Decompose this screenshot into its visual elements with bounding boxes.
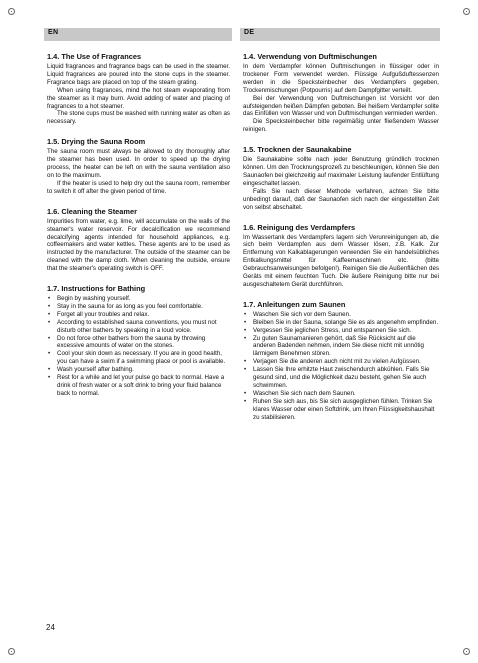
paragraph: If the heater is used to help dry out the sauna room, remember to switch it off after the given period of time. (47, 179, 230, 195)
paragraph: The stone cups must be washed with running water as often as necessary. (47, 110, 231, 126)
paragraph: When using fragrances, mind the hot steam evaporating from the steamer as it may burn. Avoid adding of water and placing of fragrances to a hot steamer. (47, 86, 230, 110)
language-header-en (44, 28, 232, 41)
section-title: 1.5. Trocknen der Saunakabine (243, 145, 352, 155)
registration-mark-top-left (8, 8, 15, 15)
list-item: • Cool your skin down as necessary. If you are in good health, you can have a swim if a swimming place or pool is available. (47, 350, 230, 366)
language-header-de (240, 28, 440, 41)
list-item: • Wash yourself after bathing. (47, 366, 230, 374)
paragraph: Im Wassertank des Verdampfers lagern sich Verunreinigungen ab, die sich beim Verdampfen aus dem Wasser lösen, z.B. Kalk. Zur Entfernung von Kalkablagerungen verwenden Sie ein handelsübliches Entkalkungsmittel für Kaffeemaschinen etc. (bitte Gebrauchsanweisungen befolgen!). Reinigen Sie die Außenflächen des Geräts mit einem feuchten Tuch. Die äußere Reinigung bitte nur bei ausgeschaltetem Gerät durchführen. (243, 233, 439, 288)
paragraph: Impurities from water, e.g. lime, will accumulate on the walls of the steamer's water reservoir. For decalcification we recommend decalcifying agents intended for household appliances, e.g. coffeemakers and water kettles. These agents are to be used as instructed by the manufacturer. The outside of the steamer can be cleaned with the damp cloth. When cleaning the outside, ensure that the steamer's operating switch is OFF. (47, 217, 230, 273)
list-item: • Forget all your troubles and relax. (47, 311, 230, 319)
section-cleaning-en (47, 207, 230, 273)
english-column (47, 52, 230, 409)
list-item: • Stay in the sauna for as long as you feel comfortable. (47, 303, 230, 311)
section-fragrances-en (47, 52, 230, 126)
section-title: 1.4. The Use of Fragrances (47, 52, 142, 61)
list-item: • Ruhen Sie sich aus, bis Sie sich ausgeglichen fühlen. Trinken Sie klares Wasser oder einen Softdrink, um Ihren Flüssigkeitshaushalt zu stabilisieren. (243, 398, 439, 422)
list-item: • Zu guten Saunamanieren gehört, daß Sie Rücksicht auf die anderen Badenden nehmen, indem Sie diese nicht mit unnötig lärmigem Benehmen stören. (243, 335, 439, 359)
registration-mark-top-right (463, 8, 470, 15)
german-column (243, 52, 439, 433)
list-item: • Verjagen Sie die anderen auch nicht mit zu vielen Aufgüssen. (243, 358, 439, 366)
bathing-list-de (243, 311, 439, 422)
list-item: • Bleiben Sie in der Sauna, solange Sie es als angenehm empfinden. (243, 319, 439, 327)
section-fragrances-de (243, 52, 439, 134)
registration-mark-bottom-right (463, 648, 470, 655)
list-item: • Lassen Sie Ihre erhitzte Haut zwischendurch abkühlen. Falls Sie gesund sind, und die Möglichkeit dazu besteht, gehen Sie auch schwimmen. (243, 366, 439, 390)
list-item: • Do not force other bathers from the sauna by throwing excessive amounts of water on the stones. (47, 335, 230, 351)
section-bathing-en (47, 284, 230, 398)
section-drying-de (243, 145, 439, 211)
section-title: 1.4. Verwendung von Duftmischungen (243, 52, 377, 61)
paragraph: Bei der Verwendung von Duftmischungen ist Vorsicht vor den aufsteigenden heißen Dämpfen geboten. Bei heißem Verdampfer sollte das Einfüllen von Wasser und von Duftmischungen vermieden werden. (243, 94, 439, 118)
paragraph: Falls Sie nach dieser Methode verfahren, achten Sie bitte unbedingt darauf, daß der Saunaofen sich nach der eingestellten Zeit von selbst abschaltet. (243, 187, 439, 211)
section-title: 1.7. Anleitungen zum Saunen (243, 299, 346, 309)
section-title: 1.6. Cleaning the Steamer (47, 206, 137, 216)
list-item: • Waschen Sie sich vor dem Saunen. (243, 311, 439, 319)
list-item: • Waschen Sie sich nach dem Saunen. (243, 390, 439, 398)
paragraph: Die Saunakabine sollte nach jeder Benutzung gründlich trocknen können. Um den Trocknungsprozeß zu beschleunigen, können Sie den Saunaofen bei gleichzeitig auf maximaler Leistung laufender Entlüftung eingeschaltet lassen. (243, 156, 439, 187)
language-label-en: EN (48, 29, 59, 36)
list-item: • Rest for a while and let your pulse go back to normal. Have a drink of fresh water or a soft drink to bring your fluid balance back to normal. (47, 374, 230, 398)
section-drying-en (47, 137, 230, 195)
paragraph: Liquid fragrances and fragrance bags can be used in the steamer. Liquid fragrances are poured into the stone cups in the steamer. Fragrance bags are placed on top of the steam grating. (47, 63, 230, 86)
list-item: • Begin by washing yourself. (47, 295, 230, 303)
list-item: • Vergessen Sie jeglichen Stress, und entspannen Sie sich. (243, 327, 439, 335)
section-cleaning-de (243, 223, 439, 289)
section-title: 1.6. Reinigung des Verdampfers (243, 222, 356, 232)
registration-mark-bottom-left (8, 648, 15, 655)
bathing-list-en (47, 295, 230, 398)
paragraph: The sauna room must always be allowed to dry thoroughly after the steamer has been used. In order to speed up the drying process, the heater can be left on with the sauna ventilation also on to the maximum. (47, 148, 230, 179)
section-title: 1.7. Instructions for Bathing (47, 284, 146, 294)
language-label-de: DE (244, 29, 255, 36)
page-number: 24 (46, 623, 55, 632)
paragraph: Die Specksteinbecher bitte regelmäßig unter fließendem Wasser reinigen. (243, 118, 439, 134)
paragraph: In dem Verdampfer können Duftmischungen in flüssiger oder in trockener Form verwendet werden. Flüssige Aufgußduftessenzen werden in die Specksteinbecher des Verdampfers gegeben, Trockenmischungen (Potpourris) auf dem Dampfgitter verteilt. (243, 63, 439, 94)
list-item: • According to established sauna conventions, you must not disturb other bathers by speaking in a loud voice. (47, 319, 230, 335)
section-bathing-de (243, 300, 439, 422)
section-title: 1.5. Drying the Sauna Room (47, 137, 146, 147)
